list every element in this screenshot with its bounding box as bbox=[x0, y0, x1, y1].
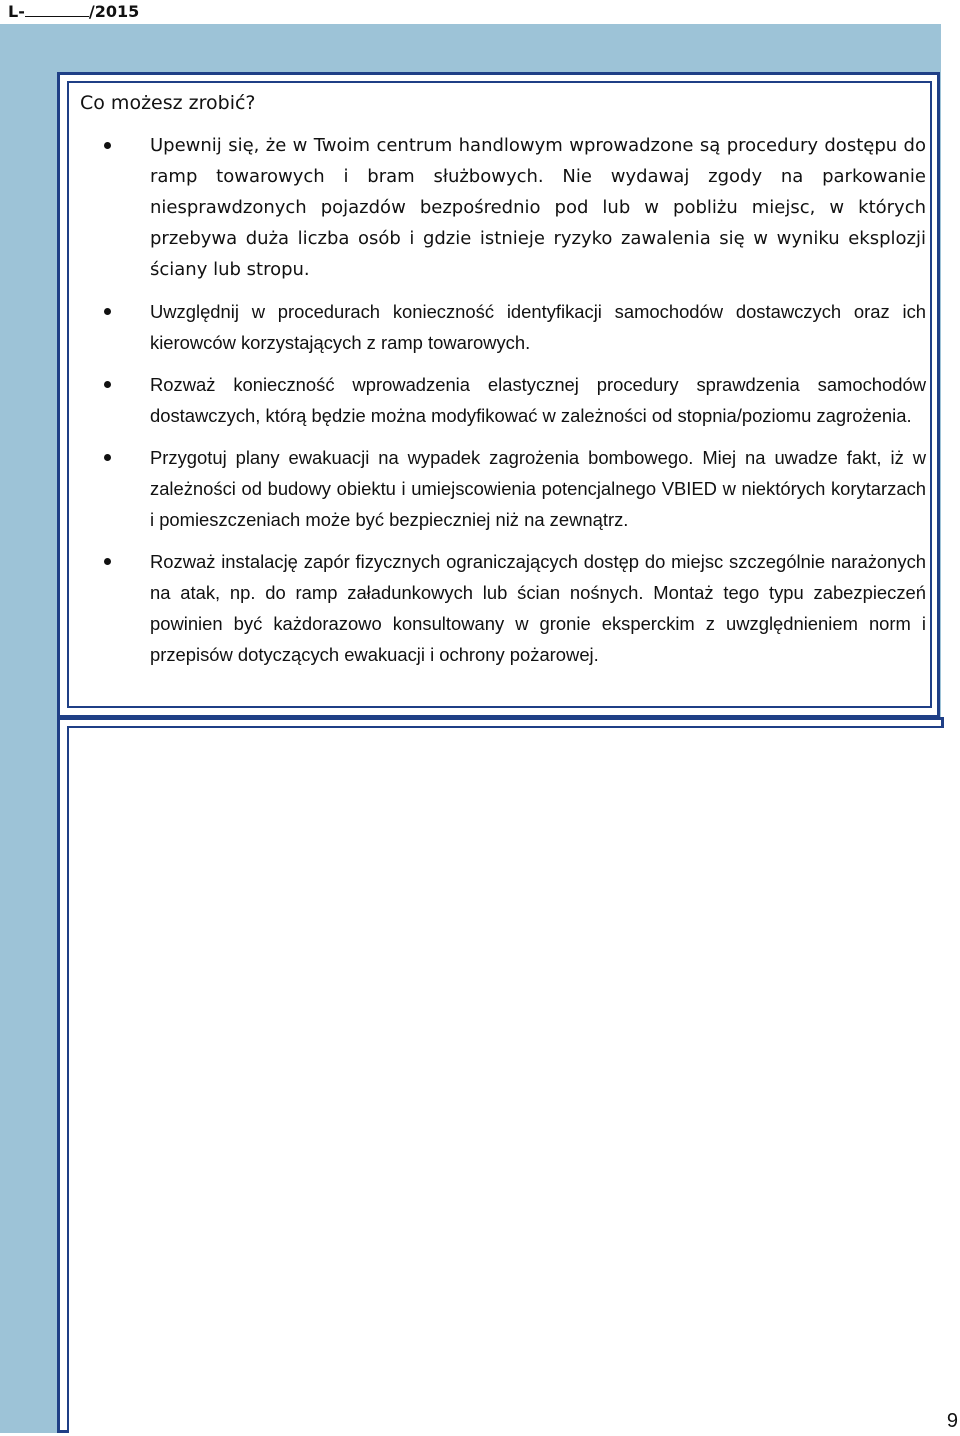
list-item-text: Rozważ instalację zapór fizycznych ograniczających dostęp do miejsc szczególnie narażonych na atak, np. do ramp załadunkowych lub ścian nośnych. Montaż tego typu zabezpieczeń powinien być każdorazowo konsultowany w gronie eksperckim z uwzględnieniem norm i przepisów dotyczących ewakuacji i ochrony pożarowej. bbox=[150, 551, 926, 665]
document-id-blank-line bbox=[25, 2, 89, 17]
section-heading: Co możesz zrobić? bbox=[80, 92, 256, 114]
bullet-icon bbox=[104, 454, 111, 461]
bullet-icon bbox=[104, 381, 111, 388]
list-item bbox=[104, 369, 926, 431]
list-item bbox=[104, 546, 926, 670]
list-item-text: Rozważ konieczność wprowadzenia elastycznej procedury sprawdzenia samochodów dostawczych, którą będzie można modyfikować w zależności od stopnia/poziomu zagrożenia. bbox=[150, 374, 926, 426]
document-id-prefix: L- bbox=[8, 2, 25, 21]
bullet-icon bbox=[104, 142, 111, 149]
bullet-list bbox=[104, 130, 926, 670]
list-item bbox=[104, 442, 926, 535]
bullet-icon bbox=[104, 558, 111, 565]
page-number: 9 bbox=[946, 1410, 958, 1432]
document-id-suffix: /2015 bbox=[88, 2, 140, 21]
list-item bbox=[104, 296, 926, 358]
list-item-text: Uwzględnij w procedurach konieczność identyfikacji samochodów dostawczych oraz ich kierowców korzystających z ramp towarowych. bbox=[150, 301, 926, 353]
empty-box-inner-frame bbox=[67, 726, 944, 1433]
document-id bbox=[8, 2, 139, 21]
bullet-icon bbox=[104, 308, 111, 315]
list-item-text: Upewnij się, że w Twoim centrum handlowym wprowadzone są procedury dostępu do ramp towarowych i bram służbowych. Nie wydawaj zgody na parkowanie niesprawdzonych pojazdów bezpośrednio pod lub w pobliżu miejsc, w których przebywa duża liczba osób i gdzie istnieje ryzyko zawalenia się w wyniku eksplozji ściany lub stropu. bbox=[150, 135, 926, 280]
list-item-text: Przygotuj plany ewakuacji na wypadek zagrożenia bombowego. Miej na uwadze fakt, iż w zależności od budowy obiektu i umiejscowienia potencjalnego VBIED w niektórych korytarzach i pomieszczeniach może być bezpieczniej niż na zewnątrz. bbox=[150, 447, 926, 530]
list-item bbox=[104, 130, 926, 285]
